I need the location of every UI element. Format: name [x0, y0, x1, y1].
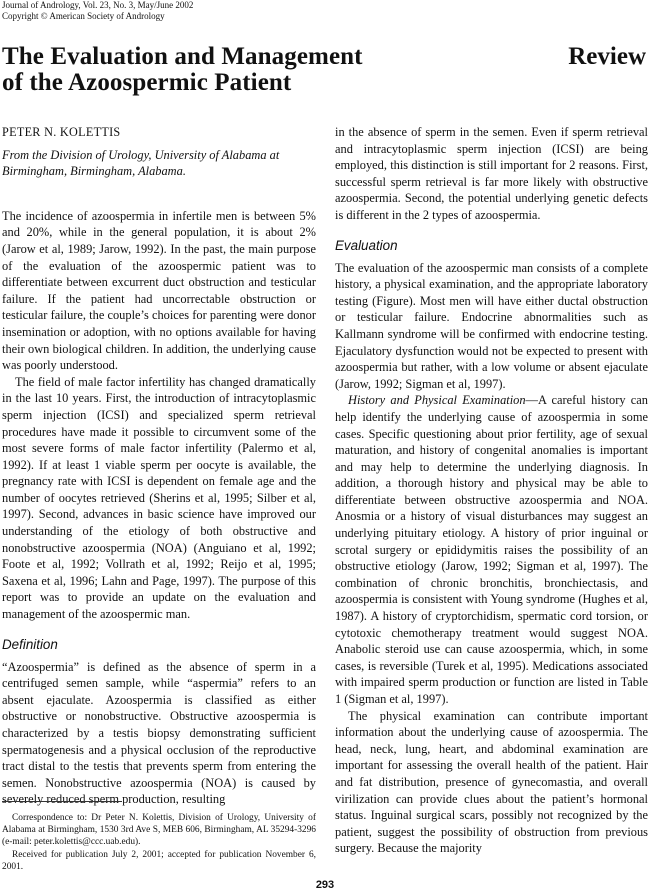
history-subheading: History and Physical Examination	[348, 393, 526, 408]
page-number: 293	[315, 879, 335, 891]
history-paragraph	[335, 392, 648, 707]
title-line-1: The Evaluation and Management	[2, 43, 363, 70]
section-tag: Review	[568, 43, 646, 70]
journal-citation: Journal of Andrology, Vol. 23, No. 3, May/June 2002	[2, 0, 194, 10]
title-line-2: of the Azoospermic Patient	[2, 69, 292, 96]
article-title	[2, 44, 363, 96]
received-note: Received for publication July 2, 2001; accepted for publication November 6, 2001.	[2, 849, 316, 872]
copyright-notice: Copyright © American Society of Andrology	[2, 11, 165, 21]
author-name: PETER N. KOLETTIS	[2, 125, 121, 139]
correspondence-note: Correspondence to: Dr Peter N. Kolettis, Division of Urology, University of Alabama at Birmingham, 1530 3rd Ave S, MEB 606, Birmingham, AL 35294-3296 (e-mail: peter.kolettis@ccc.uab.edu).	[2, 813, 316, 848]
intro-paragraph-2: The field of male factor infertility has changed dramatically in the last 10 years. First, the introduction of intracytoplasmic sperm injection (ICSI) and specialized sperm retrieval procedures have made it possible to circumvent some of the most severe forms of male factor infertility (Palermo et al, 1992). If at least 1 viable sperm per oocyte is available, the pregnancy rate with ICSI is dependent on female age and the number of oocytes retrieved (Sherins et al, 1995; Silber et al, 1997). Second, advances in basic science have improved our understanding of the etiology of both obstructive and nonobstructive azoospermia (NOA) (Anguiano et al, 1992; Foote et al, 1992; Vollrath et al, 1992; Reijo et al, 1995; Saxena et al, 1996; Lahn and Page, 1997). The purpose of this report was to provide an update on the evaluation and management of the azoospermic man.	[2, 374, 316, 622]
physical-exam-paragraph: The physical examination can contribute important information about the underlying cause of azoospermia. The head, neck, lung, heart, and abdominal examination are important for assessing the overall health of the patient. Hair and fat distribution, presence of gynecomastia, and overall virilization can provide clues about the patient’s hormonal status. Inguinal surgical scars, possibly not recognized by the patient, suggest the possibility of obstruction from previous surgery. Because the majority	[335, 708, 648, 856]
history-text: —A careful history can help identify the underlying cause of azoospermia in some cases. Specific questioning about prior fertility, age of sexual maturation, and history of congenital anomalies is important and may help to determine the underlying diagnosis. In addition, a thorough history and physical may be able to differentiate between obstructive azoospermia and NOA. Anosmia or a history of visual disturbances may suggest an underlying pituitary etiology. A history of prior inguinal or scrotal surgery or epididymitis raises the possibility of an obstructive etiology (Jarow, 1992; Sigman et al, 1997). The combination of chronic bronchitis, bronchiectasis, and azoospermia is consistent with Young syndrome (Hughes et al, 1987). A history of cryptorchidism, spermatic cord torsion, or cytotoxic chemotherapy treatment would suggest NOA. Anabolic steroid use can cause azoospermia, which, in some cases, is reversible (Turek et al, 1995). Medications associated with impaired sperm production or function are listed in Table 1 (Sigman et al, 1997).	[335, 393, 648, 706]
evaluation-paragraph: The evaluation of the azoospermic man consists of a complete history, a physical examination, and the appropriate laboratory testing (Figure). Most men will have either ductal obstruction or testicular failure. Endocrine abnormalities such as Kallmann syndrome will be confirmed with endocrine testing. Ejaculatory dysfunction would not be expected to present with azoospermia but rather, with a low volume or absent ejaculate (Jarow, 1992; Sigman et al, 1997).	[335, 260, 648, 391]
definition-paragraph: “Azoospermia” is defined as the absence of sperm in a centrifuged semen sample, while “aspermia” refers to an absent ejaculate. Azoospermia is classified as either obstructive or nonobstructive. Obstructive azoospermia is characterized by a testis biopsy demonstrating sufficient spermatogenesis and a physical occlusion of the reproductive tract distal to the testis that prevents sperm from entering the semen. Nonobstructive azoospermia (NOA) is caused by severely reduced sperm production, resulting	[2, 659, 316, 807]
continued-paragraph: in the absence of sperm in the semen. Even if sperm retrieval and intracytoplasmic sperm injection (ICSI) are being employed, this distinction is still important for 2 reasons. First, successful sperm retrieval is far more likely with obstructive azoospermia. Second, the potential underlying genetic defects is different in the 2 types of azoospermia.	[335, 125, 648, 222]
footnotes	[2, 812, 316, 873]
footnote-rule	[2, 801, 122, 802]
right-column	[335, 124, 648, 857]
evaluation-heading: Evaluation	[335, 237, 398, 253]
definition-heading: Definition	[2, 636, 58, 652]
journal-header	[2, 0, 193, 22]
author-affiliation: From the Division of Urology, University of Alabama at Birmingham, Birmingham, Alabama.	[2, 147, 280, 179]
intro-paragraph-1: The incidence of azoospermia in infertile men is between 5% and 20%, while in the general population, it is about 2% (Jarow et al, 1989; Jarow, 1992). In the past, the main purpose of the evaluation of the azoospermic patient was to differentiate between excurrent duct obstruction and testicular failure. If the patient had uncorrectable obstruction or testicular failure, the couple’s choices for parenting were donor insemination or adoption, with no options available for having their own biological children. In addition, the underlying cause was poorly understood.	[2, 208, 316, 373]
left-column	[2, 124, 316, 808]
